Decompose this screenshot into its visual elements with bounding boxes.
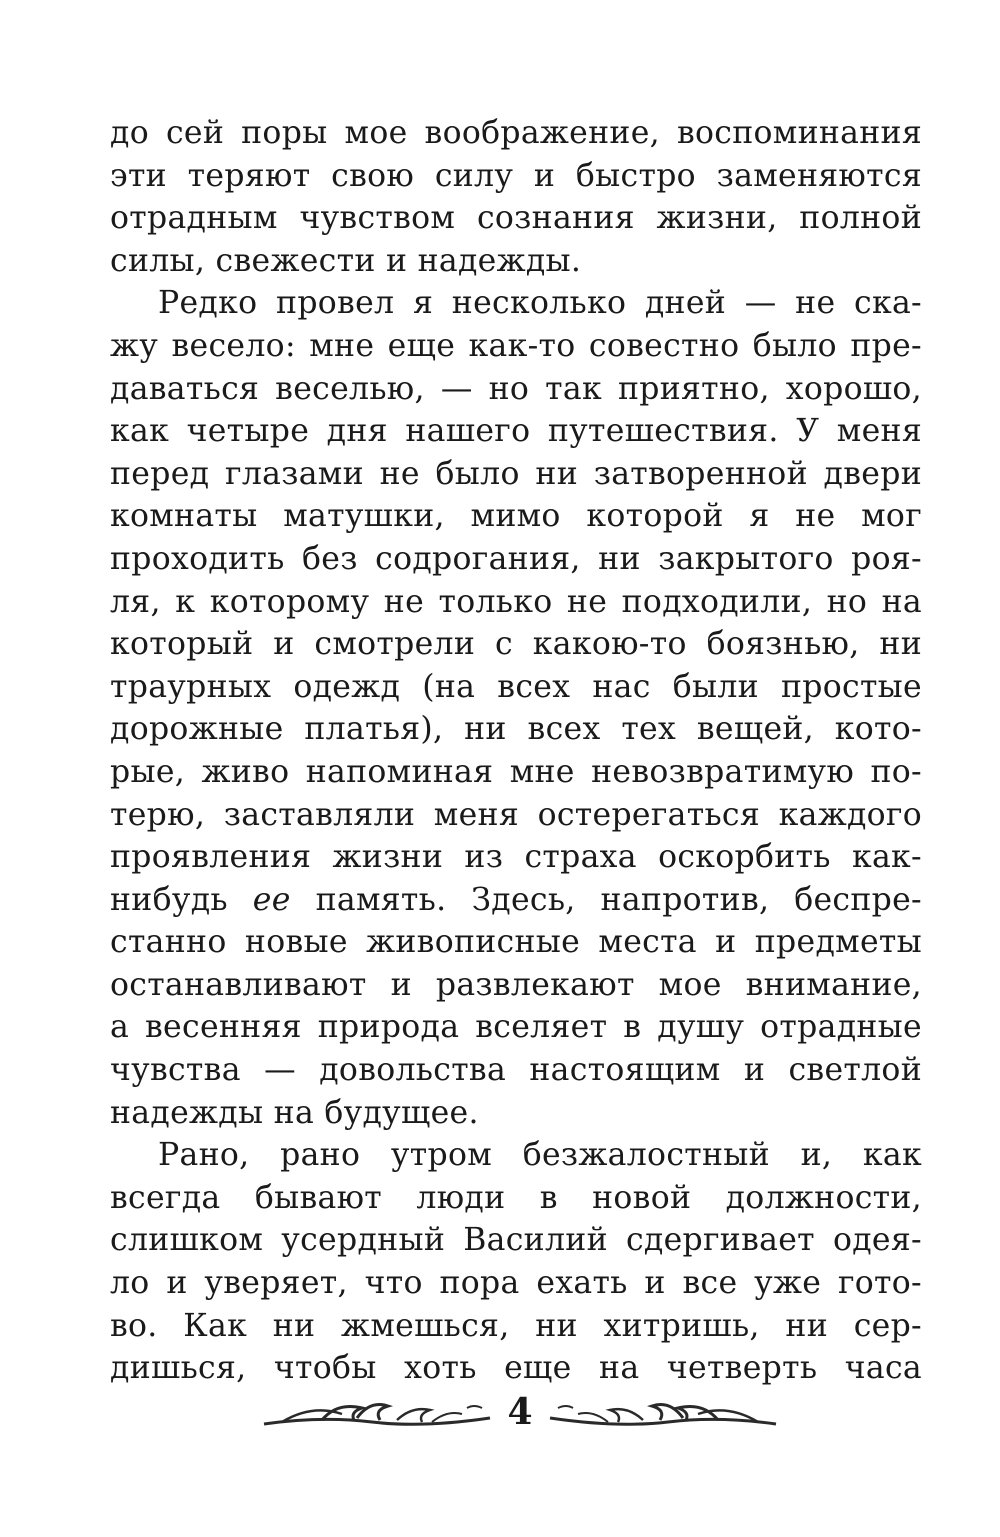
text-line: ля, к которому не только не подходили, но на [110, 583, 922, 620]
text-line: перед глазами не было ни затворенной двери [110, 455, 922, 492]
text-line: отрадным чувством сознания жизни, полной [110, 200, 922, 237]
left-flourish-ornament [262, 1394, 492, 1434]
text-line: комнаты матушки, мимо которой я не мог [110, 498, 922, 535]
text-line [110, 879, 922, 922]
text-line: рые, живо напоминая мне невозвратимую по- [110, 753, 922, 790]
page-footer [0, 1390, 1000, 1450]
text-line: ло и уверяет, что пора ехать и все уже гото- [110, 1265, 922, 1302]
text-line: дорожные платья), ни всех тех вещей, кото- [110, 711, 922, 748]
text-line: слишком усердный Василий сдергивает одея- [110, 1222, 922, 1259]
right-flourish-ornament [548, 1394, 778, 1434]
text-line: даваться веселью, — но так приятно, хорошо, [110, 370, 922, 407]
page-body [110, 112, 922, 1390]
text-line: а весенняя природа вселяет в душу отрадные [110, 1009, 922, 1046]
text-span: нибудь [110, 881, 253, 918]
text-line: проявления жизни из страха оскорбить как- [110, 839, 922, 876]
emphasis-text: ее [252, 881, 291, 918]
text-line: силы, свежести и надежды. [110, 242, 582, 279]
text-line: терю, заставляли меня остерегаться каждого [110, 796, 922, 833]
text-line: всегда бывают люди в новой должности, [110, 1179, 922, 1216]
text-line: во. Как ни жмешься, ни хитришь, ни сер- [110, 1307, 922, 1344]
text-line: Редко провел я несколько дней — не ска- [158, 285, 922, 322]
text-line: траурных одежд (на всех нас были простые [110, 668, 922, 705]
text-line: чувства — довольства настоящим и светлой [110, 1052, 922, 1089]
text-line: проходить без содрогания, ни закрытого роя- [110, 540, 922, 577]
text-line: останавливают и развлекают мое внимание, [110, 966, 922, 1003]
text-line: эти теряют свою силу и быстро заменяются [110, 157, 922, 194]
text-line: надежды на будущее. [110, 1094, 479, 1131]
text-line: дишься, чтобы хоть еще на четверть часа [110, 1350, 922, 1387]
text-line: до сей поры мое воображение, воспоминания [110, 115, 922, 151]
text-line: Рано, рано утром безжалостный и, как [158, 1137, 922, 1174]
text-span: память. Здесь, напротив, беспре- [290, 881, 922, 918]
page-number: 4 [507, 1391, 533, 1433]
text-line: станно новые живописные места и предметы [110, 924, 922, 961]
text-line: жу весело: мне еще как-то совестно было пре- [110, 327, 922, 364]
text-line: который и смотрели с какою-то боязнью, ни [110, 626, 922, 663]
text-line: как четыре дня нашего путешествия. У меня [110, 413, 922, 450]
